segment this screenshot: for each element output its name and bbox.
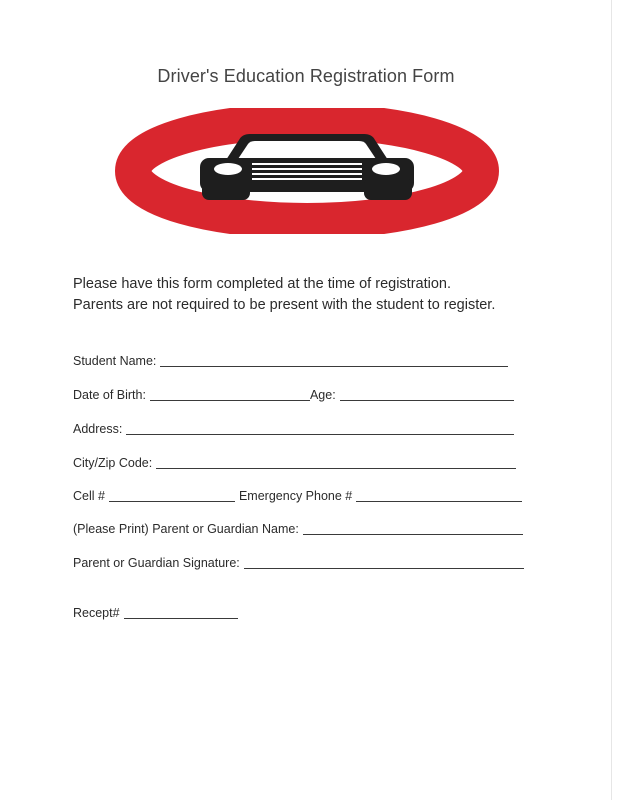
date-of-birth-line[interactable]: [150, 400, 310, 401]
emergency-phone-line[interactable]: [356, 501, 522, 502]
student-name-label: Student Name:: [73, 354, 157, 368]
receipt-label: Recept#: [73, 606, 120, 620]
guardian-signature-label: Parent or Guardian Signature:: [73, 556, 240, 570]
cell-line[interactable]: [109, 501, 235, 502]
phone-field: [73, 487, 522, 503]
intro-line-2: Parents are not required to be present with the student to register.: [73, 297, 496, 313]
guardian-name-label: (Please Print) Parent or Guardian Name:: [73, 522, 299, 536]
form-title: Driver's Education Registration Form: [157, 66, 455, 86]
address-field: [73, 420, 514, 436]
receipt-field: [73, 604, 238, 620]
city-zip-label: City/Zip Code:: [73, 456, 153, 470]
date-of-birth-label: Date of Birth:: [73, 388, 146, 402]
guardian-name-line[interactable]: [303, 534, 523, 535]
student-name-field: [73, 352, 508, 368]
student-name-line[interactable]: [160, 366, 508, 367]
city-zip-field: [73, 454, 516, 470]
city-zip-line[interactable]: [156, 468, 516, 469]
cell-label: Cell #: [73, 489, 105, 503]
dob-age-field: [73, 386, 514, 402]
car-icon: [200, 134, 414, 200]
address-line[interactable]: [126, 434, 514, 435]
receipt-line[interactable]: [124, 618, 238, 619]
emergency-phone-label: Emergency Phone #: [238, 489, 353, 503]
guardian-name-field: [73, 520, 523, 536]
guardian-signature-line[interactable]: [244, 568, 524, 569]
address-label: Address:: [73, 422, 123, 436]
car-logo-icon: [114, 108, 500, 234]
intro-line-1: Please have this form completed at the time of registration.: [73, 276, 451, 292]
guardian-signature-field: [73, 554, 524, 570]
age-label: Age:: [309, 388, 336, 402]
page-edge: [611, 0, 612, 800]
intro-text: [73, 274, 495, 316]
age-line[interactable]: [340, 400, 514, 401]
